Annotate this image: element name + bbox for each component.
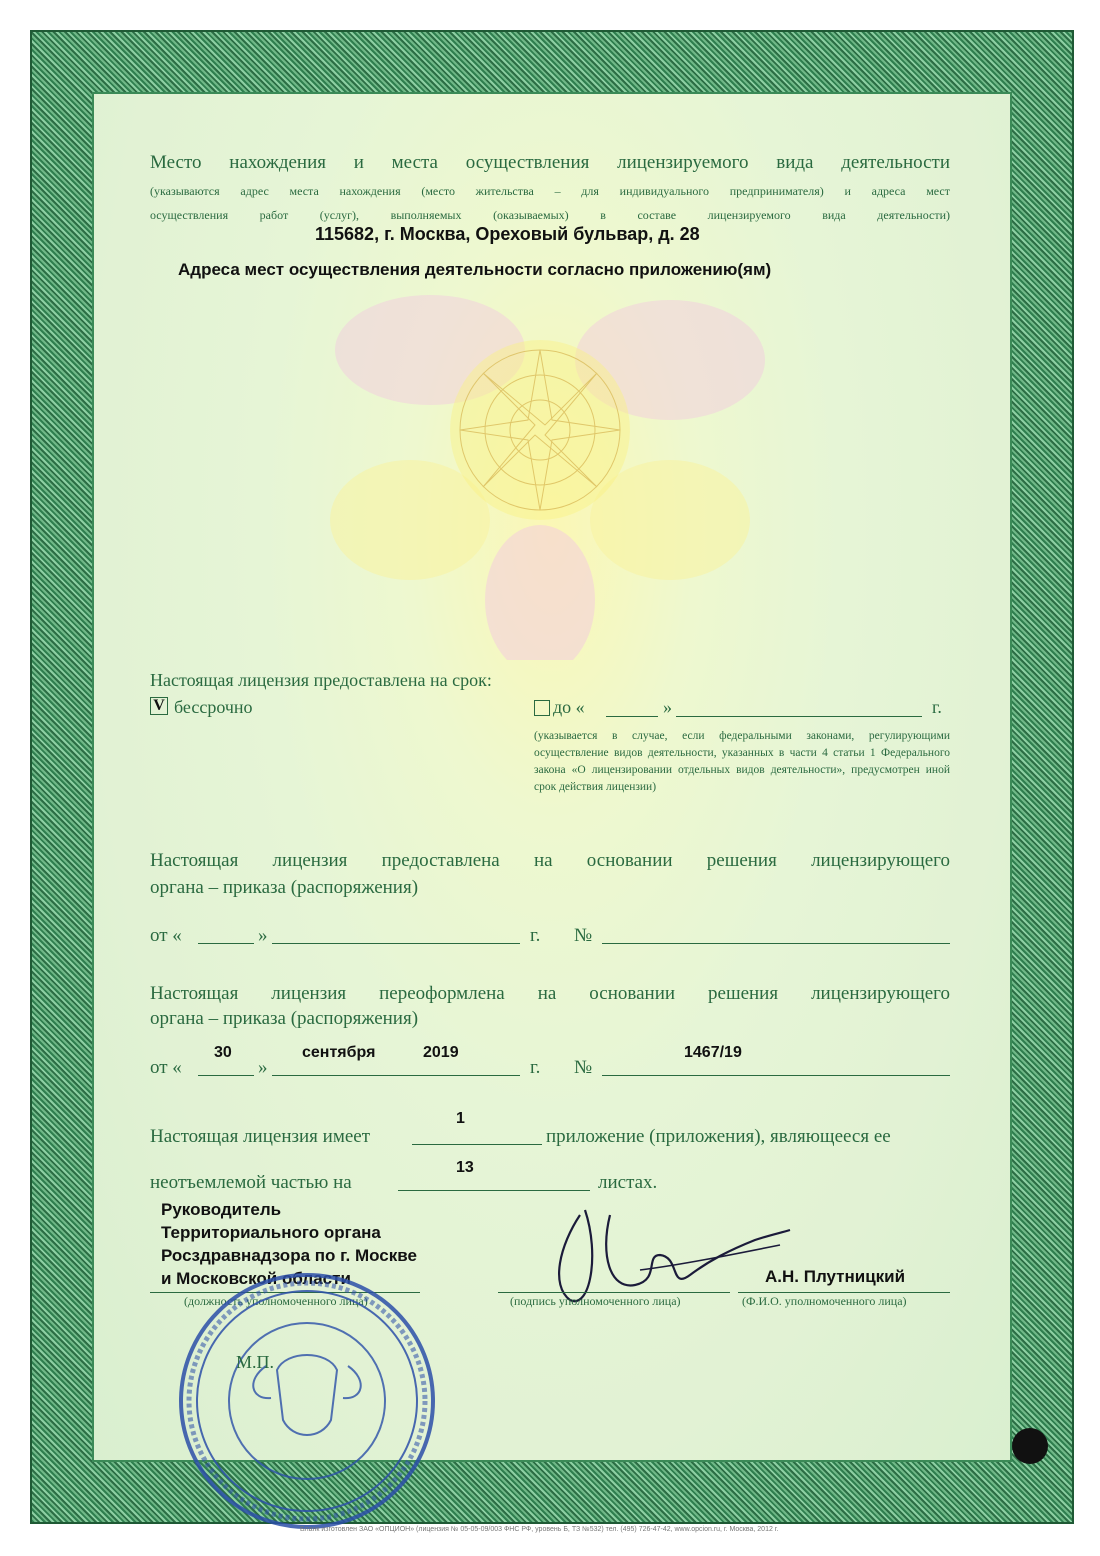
grant-date-line	[272, 943, 520, 944]
reissue-year-suffix: г.	[530, 1057, 541, 1078]
until-mid: »	[663, 697, 672, 717]
grant-quote-close: »	[258, 925, 268, 946]
caption-name: (Ф.И.О. уполномоченного лица)	[742, 1294, 907, 1308]
position-line-1: Руководитель	[161, 1200, 282, 1219]
until-day-line	[606, 716, 658, 717]
term-note: (указывается в случае, если федеральными законами, регулирующими осуществление видов деятельности, указанных в части 4 статьи 1 Федерального закона «О лицензировании отдельных видов деятельности», предусмотрен иной срок действия лицензии)	[534, 730, 950, 793]
position-line-2: Территориального органа	[161, 1223, 381, 1242]
reissue-quote-close: »	[258, 1057, 268, 1078]
appendix-line1-prefix: Настоящая лицензия имеет	[150, 1126, 371, 1147]
reissue-day-line	[198, 1075, 254, 1076]
binding-hole	[1012, 1428, 1048, 1464]
appendix-line1-suffix: приложение (приложения), являющееся ее	[546, 1126, 891, 1147]
reissue-year: 2019	[423, 1044, 459, 1061]
grant-year-suffix: г.	[530, 925, 541, 946]
location-hint-2: осуществления работ (услуг), выполняемых (оказываемых) в составе лицензируемого вида деятельности)	[150, 208, 950, 222]
appendix-count-line	[412, 1144, 542, 1145]
reissue-number-label: №	[574, 1057, 593, 1078]
unlimited-checkbox[interactable]: V	[150, 697, 168, 715]
appendix-line2-prefix: неотъемлемой частью на	[150, 1172, 352, 1193]
caption-position: (должность уполномоченного лица)	[184, 1294, 368, 1308]
until-suffix: г.	[932, 697, 942, 717]
reissue-line-2: органа – приказа (распоряжения)	[150, 1008, 419, 1029]
reissue-number: 1467/19	[684, 1044, 742, 1061]
reissue-date-line	[272, 1075, 520, 1076]
seal-place: М.П.	[236, 1352, 275, 1372]
reissue-from-label: от «	[150, 1057, 182, 1078]
reissue-line-1: Настоящая лицензия переоформлена на основании решения лицензирующего	[150, 983, 950, 1004]
caption-signature: (подпись уполномоченного лица)	[510, 1294, 681, 1308]
until-date-line	[676, 716, 922, 717]
grant-number-line	[602, 943, 950, 944]
print-info: Бланк изготовлен ЗАО «ОПЦИОН» (лицензия № 05-05-09/003 ФНС РФ, уровень Б, ТЗ №532) тел. (495) 726-47-42, www.opcion.ru, г. Москва, 2012 г.	[300, 1526, 779, 1533]
address-value: 115682, г. Москва, Ореховый бульвар, д. 28	[315, 224, 700, 244]
signatory-name: А.Н. Плутницкий	[765, 1267, 906, 1286]
appendix-count: 1	[456, 1110, 465, 1127]
position-line-3: Росздравнадзора по г. Москве	[161, 1246, 417, 1265]
position-line-4: и Московской области	[161, 1269, 351, 1288]
appendix-sheets: 13	[456, 1159, 474, 1176]
official-seal-stamp	[176, 1270, 438, 1532]
reissue-day: 30	[214, 1044, 232, 1061]
until-checkbox[interactable]	[534, 700, 550, 716]
until-prefix: до «	[553, 697, 585, 717]
addresses-note: Адреса мест осуществления деятельности согласно приложению(ям)	[178, 260, 772, 279]
reissue-number-line	[602, 1075, 950, 1076]
appendix-sheets-line	[398, 1190, 590, 1191]
grant-line-1: Настоящая лицензия предоставлена на основании решения лицензирующего	[150, 850, 950, 871]
reissue-month: сентября	[302, 1044, 376, 1061]
grant-line-2: органа – приказа (распоряжения)	[150, 877, 419, 898]
name-line	[738, 1292, 950, 1293]
grant-number-label: №	[574, 925, 593, 946]
rosette-ornament	[290, 260, 790, 660]
grant-day-line	[198, 943, 254, 944]
location-hint-1: (указываются адрес места нахождения (место жительства – для индивидуального предпринимателя) и адреса мест	[150, 184, 950, 198]
unlimited-label: бессрочно	[174, 697, 253, 717]
location-heading: Место нахождения и места осуществления лицензируемого вида деятельности	[150, 152, 950, 173]
grant-from-label: от «	[150, 925, 182, 946]
signature-line	[498, 1292, 730, 1293]
term-label: Настоящая лицензия предоставлена на срок:	[150, 670, 492, 690]
appendix-line2-suffix: листах.	[598, 1172, 658, 1193]
